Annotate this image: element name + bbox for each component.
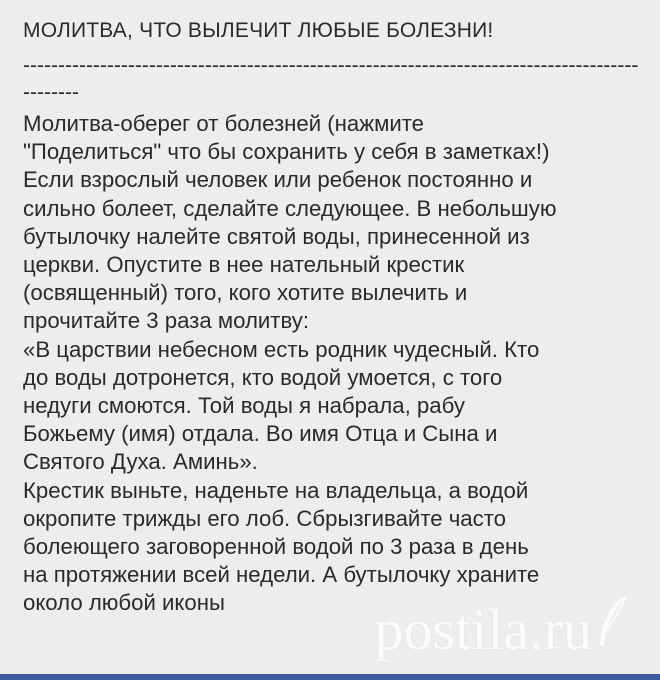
body-line: около любой иконы — [23, 590, 225, 616]
body-line: бутылочку налейте святой воды, принесенной из — [23, 223, 530, 249]
body-line: Божьему (имя) отдала. Во имя Отца и Сына и — [23, 421, 498, 447]
body-line: Молитва-оберег от болезней (нажмите — [23, 111, 425, 136]
body-line: Если взрослый человек или ребенок постоянно и — [23, 167, 533, 193]
body-line: недуги смоются. Той воды я набрала, рабу — [23, 393, 465, 419]
body-line: (освященный) того, кого хотите вылечить и — [23, 280, 468, 306]
body-line: «В царствии небесном есть родник чудесный. Кто — [23, 336, 540, 362]
body-line: болеющего заговоренной водой по 3 раза в день — [23, 534, 529, 560]
body-line: церкви. Опустите в нее нательный крестик — [23, 252, 465, 278]
body-line: "Поделиться" что бы сохранить у себя в заметках!) — [23, 139, 550, 165]
body-line: Святого Духа. Аминь». — [23, 449, 258, 475]
body-line: до воды дотронется, кто водой умоется, с того — [23, 364, 503, 390]
body-line: окропите трижды его лоб. Сбрызгивайте часто — [23, 505, 506, 531]
bottom-accent-bar — [0, 674, 660, 680]
body-line: сильно болеет, сделайте следующее. В небольшую — [23, 195, 557, 221]
dashed-divider: ------------------------------------------------------------------------------------------------ — [23, 54, 639, 104]
watermark-text: postila.ru — [374, 596, 592, 662]
body-line: Крестик выньте, наденьте на владельца, а водой — [23, 477, 529, 503]
post-body — [23, 110, 645, 618]
body-line: прочитайте 3 раза молитву: — [23, 308, 309, 334]
post-title: МОЛИТВА, ЧТО ВЫЛЕЧИТ ЛЮБЫЕ БОЛЕЗНИ! — [23, 19, 494, 42]
body-line: на протяжении всей недели. А бутылочку храните — [23, 562, 540, 588]
